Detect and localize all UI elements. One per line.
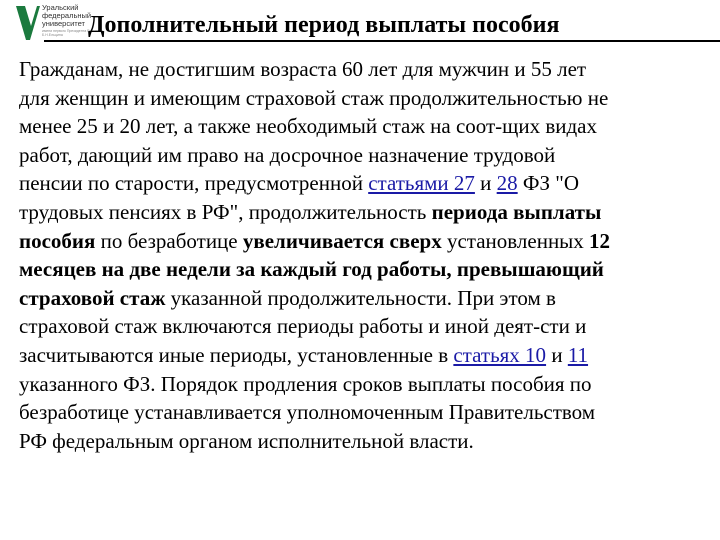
text-segment: ФЗ "О	[517, 171, 580, 196]
text-segment: засчитываются иные периоды, установленные в	[19, 342, 454, 367]
text-segment: и	[546, 342, 568, 367]
text-line	[19, 227, 705, 256]
logo-icon	[16, 6, 40, 40]
bold-segment: периода выплаты	[431, 199, 602, 224]
text-segment: трудовых пенсиях в РФ", продолжительность	[19, 199, 432, 224]
text-line	[19, 169, 705, 198]
bold-segment: пособия	[19, 228, 96, 253]
text-segment: пенсии по старости, предусмотренной	[19, 171, 369, 196]
bold-segment: увеличивается сверх	[242, 228, 442, 253]
text-line: страховой стаж включаются периоды работы и иной деят-сти и	[19, 314, 587, 339]
text-segment: указанной продолжительности. При этом в	[165, 285, 556, 310]
logo-line2: федеральный	[42, 11, 92, 20]
body-paragraph	[19, 55, 705, 455]
logo-line3: университет	[42, 19, 85, 28]
text-segment: и	[474, 171, 497, 196]
text-line	[19, 198, 705, 227]
bold-segment: страховой стаж	[19, 285, 166, 310]
logo-subtitle: имени первого Президента России Б.Н.Ельцина	[42, 29, 99, 37]
text-line: безработице устанавливается уполномоченным Правительством	[19, 400, 596, 425]
logo-line1: Уральский	[42, 3, 79, 12]
text-line: менее 25 и 20 лет, а также необходимый стаж на соот-щих видах	[19, 114, 597, 139]
link-article-28[interactable]: 28	[496, 171, 518, 196]
text-line	[19, 284, 705, 313]
link-articles-10[interactable]: статьях 10	[453, 342, 547, 367]
text-segment: по безработице	[95, 228, 243, 253]
text-line: для женщин и имеющим страховой стаж продолжительностью не	[19, 85, 609, 110]
title-underline	[44, 40, 720, 42]
text-segment: установленных	[441, 228, 590, 253]
text-line: указанного ФЗ. Порядок продления сроков выплаты пособия по	[19, 371, 592, 396]
slide-title: Дополнительный период выплаты пособия	[88, 12, 560, 38]
text-line	[19, 341, 705, 370]
bold-segment: месяцев на две недели за каждый год работы, превышающий	[19, 257, 604, 282]
text-line: Гражданам, не достигшим возраста 60 лет для мужчин и 55 лет	[19, 57, 587, 81]
link-article-11[interactable]: 11	[567, 342, 589, 367]
text-line: РФ федеральным органом исполнительной власти.	[19, 428, 474, 453]
bold-segment: 12	[589, 228, 611, 253]
text-line	[19, 255, 705, 284]
link-articles-27[interactable]: статьями 27	[368, 171, 475, 196]
text-line: работ, дающий им право на досрочное назначение трудовой	[19, 142, 556, 167]
